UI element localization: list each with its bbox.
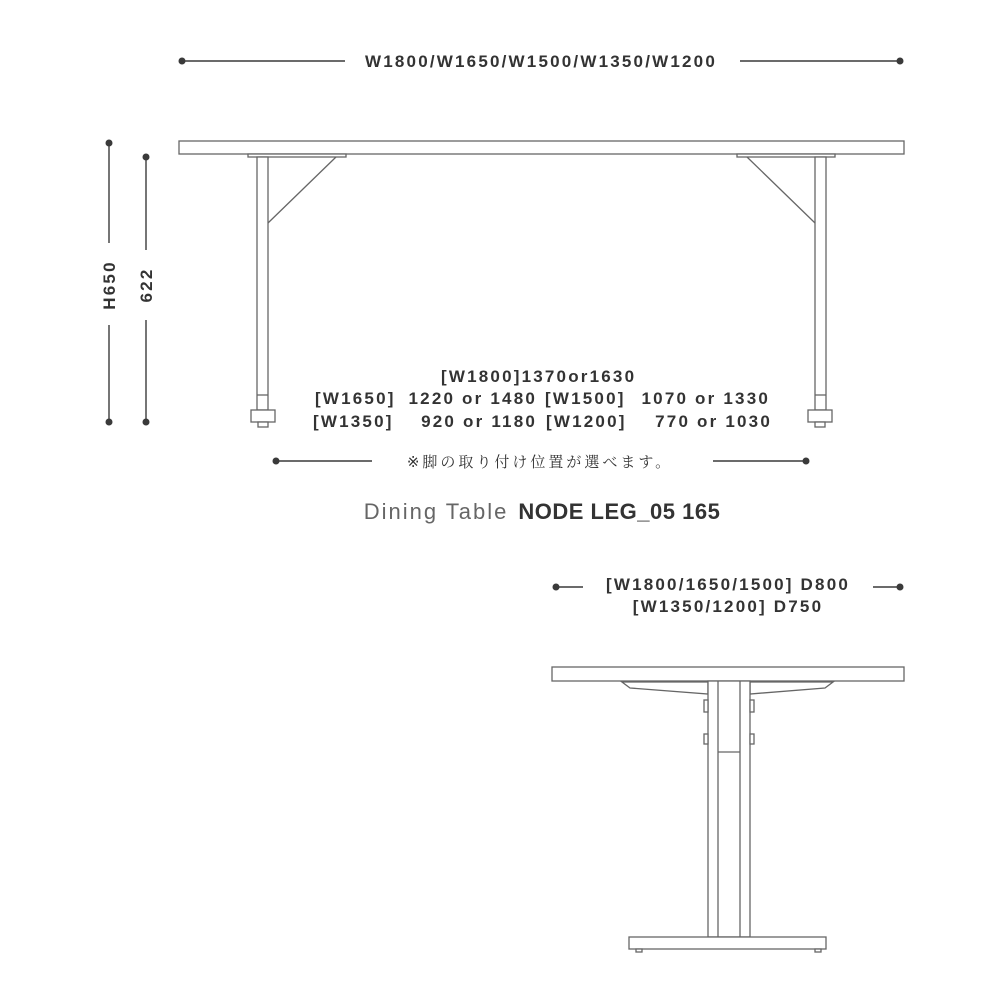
depth-label: [W1800/1650/1500] D800 [605, 575, 851, 594]
height-label: H650 [100, 260, 119, 310]
dimension-endpoint [143, 419, 150, 426]
adjuster-foot [815, 949, 821, 952]
leg-position-value: 770 or 1030 [655, 412, 772, 431]
dimension-endpoint [897, 58, 904, 65]
leg-position-value: 920 or 1180 [421, 412, 537, 431]
left-brace [268, 157, 336, 223]
leg-position-value: 1370or1630 [521, 367, 637, 386]
leg-position-label: [W1650] [315, 389, 396, 408]
leg-position-note [273, 453, 810, 471]
left-bracket [622, 682, 708, 694]
height-dimension [100, 140, 119, 426]
leg-position-options [313, 367, 772, 431]
leg-position-label: [W1800] [441, 367, 522, 386]
leg-position-label: [W1500] [545, 389, 626, 408]
right-foot-cap [815, 422, 825, 427]
width-dimension [179, 52, 904, 71]
leg-position-w1800 [441, 367, 636, 386]
bolt-mark [750, 700, 754, 712]
bolt-mark [704, 734, 708, 744]
depth-label: [W1350/1200] D750 [632, 597, 824, 616]
product-title [364, 499, 721, 524]
width-label: W1800/W1650/W1500/W1350/W1200 [364, 52, 718, 71]
right-brace [747, 157, 815, 223]
title-prefix: Dining Table [363, 499, 509, 524]
leg-position-label: [W1200] [546, 412, 627, 431]
dimension-endpoint [106, 419, 113, 426]
left-foot [251, 410, 275, 422]
adjuster-foot [636, 949, 642, 952]
leg-position-value: 1070 or 1330 [641, 389, 770, 408]
leg-position-value: 1220 or 1480 [408, 389, 537, 408]
leg-height-label: 622 [137, 267, 156, 303]
right-bracket [750, 682, 833, 694]
right-leg [815, 157, 826, 410]
depth-dimension [553, 575, 904, 616]
dimension-endpoint [897, 584, 904, 591]
title-product: NODE LEG_05 165 [518, 499, 721, 524]
leg-height-dimension [137, 154, 156, 426]
tabletop [552, 667, 904, 681]
tabletop [179, 141, 904, 154]
left-foot-cap [258, 422, 268, 427]
bolt-mark [750, 734, 754, 744]
center-column [708, 681, 750, 937]
dimension-endpoint [803, 458, 810, 465]
leg-position-label: [W1350] [313, 412, 394, 431]
side-view-table [552, 667, 904, 952]
bolt-mark [704, 700, 708, 712]
left-leg [257, 157, 268, 410]
base-plate [629, 937, 826, 949]
note-text: ※脚の取り付け位置が選べます。 [406, 453, 674, 471]
right-foot [808, 410, 832, 422]
